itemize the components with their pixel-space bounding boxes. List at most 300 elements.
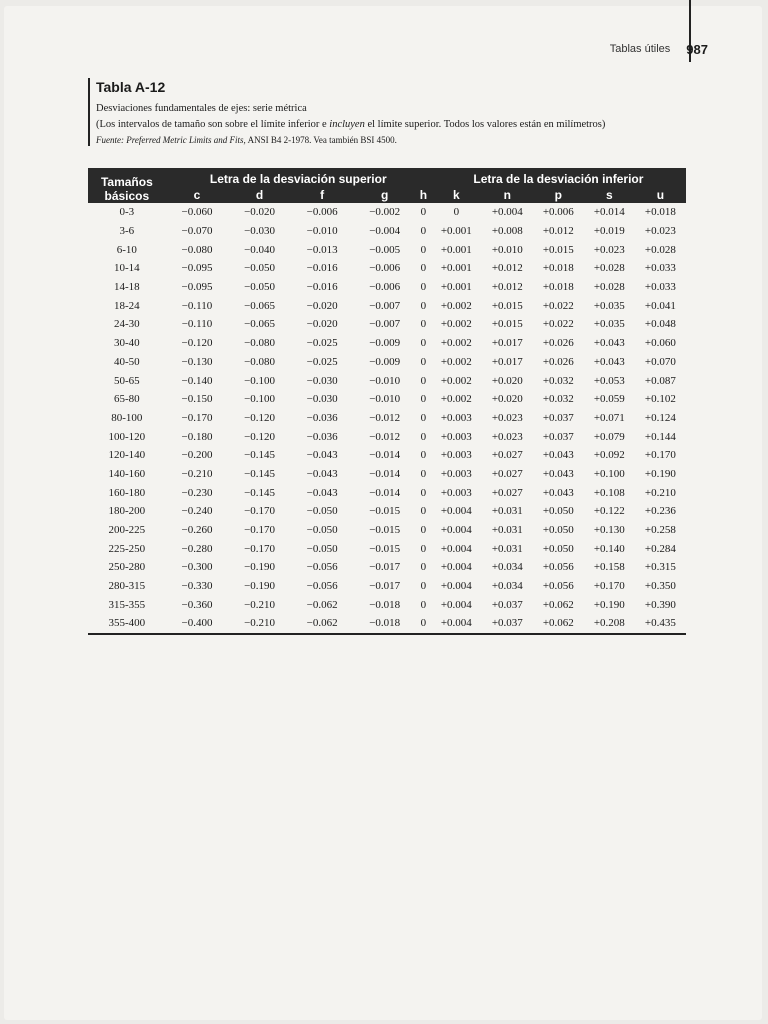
caption-note-part: el límite superior. Todos los valores están en milímetros)	[364, 119, 606, 130]
deviation-cell: +0.010	[491, 243, 523, 256]
size-range-cell: 225-250	[108, 542, 146, 555]
deviation-cell: 0	[420, 580, 427, 593]
table-row	[88, 483, 686, 502]
deviation-cell: +0.004	[440, 542, 472, 555]
deviation-cell: +0.056	[542, 580, 574, 593]
deviation-cell: −0.050	[244, 281, 276, 294]
deviation-cell: −0.170	[181, 411, 213, 424]
deviations-table	[88, 168, 686, 635]
deviation-cell: +0.008	[491, 225, 523, 238]
column-header: f	[291, 186, 354, 203]
deviation-cell: +0.004	[431, 614, 482, 634]
deviation-cell: −0.170	[244, 524, 276, 537]
deviation-cell: +0.034	[491, 561, 523, 574]
deviation-cell: +0.004	[440, 505, 472, 518]
size-range-cell: 0-3	[119, 206, 135, 219]
deviation-cell: +0.001	[440, 281, 472, 294]
deviation-cell: +0.056	[542, 561, 574, 574]
table-header-group-row	[88, 168, 686, 186]
deviation-cell: +0.026	[542, 355, 574, 368]
size-range-cell: 10-14	[114, 262, 140, 275]
deviation-cell: −0.120	[244, 411, 276, 424]
table-row	[88, 427, 686, 446]
deviation-cell: −0.017	[369, 561, 401, 574]
deviation-cell: +0.003	[440, 449, 472, 462]
deviation-cell: +0.060	[644, 337, 676, 350]
header-basic-sizes-line2: básicos	[104, 189, 150, 203]
deviation-cell: −0.060	[181, 206, 213, 219]
deviation-cell: −0.050	[306, 505, 338, 518]
deviation-cell: +0.001	[440, 225, 472, 238]
deviation-cell: +0.028	[593, 262, 625, 275]
deviation-cell: +0.050	[542, 542, 574, 555]
size-range-cell: 100-120	[108, 430, 146, 443]
deviation-cell: +0.048	[644, 318, 676, 331]
size-range-cell: 6-10	[116, 243, 137, 256]
deviation-cell: +0.012	[491, 281, 523, 294]
deviation-cell: +0.079	[593, 430, 625, 443]
table-row	[88, 558, 686, 577]
deviation-cell: +0.019	[593, 225, 625, 238]
deviation-cell: +0.002	[440, 355, 472, 368]
deviation-cell: 0	[420, 430, 427, 443]
deviation-cell: +0.018	[542, 281, 574, 294]
deviation-cell: +0.033	[644, 281, 676, 294]
table-row	[88, 595, 686, 614]
deviation-cell: −0.100	[244, 393, 276, 406]
deviation-cell: +0.023	[644, 225, 676, 238]
deviation-cell: −0.110	[181, 318, 213, 331]
deviation-cell: −0.015	[369, 505, 401, 518]
size-range-cell: 140-160	[108, 467, 146, 480]
table-row	[88, 539, 686, 558]
size-range-cell: 315-355	[108, 598, 146, 611]
deviation-cell: −0.014	[369, 449, 401, 462]
deviation-cell: +0.108	[593, 486, 625, 499]
deviation-cell: −0.014	[369, 486, 401, 499]
deviation-cell: +0.023	[491, 430, 523, 443]
deviation-cell: −0.025	[306, 355, 338, 368]
deviation-cell: −0.145	[244, 486, 276, 499]
deviation-cell: 0	[420, 393, 427, 406]
column-header: p	[533, 186, 584, 203]
deviation-cell: +0.003	[440, 411, 472, 424]
table-caption: Desviaciones fundamentales de ejes: serie métrica	[96, 103, 307, 114]
deviation-cell: −0.014	[369, 467, 401, 480]
deviation-cell: −0.190	[244, 561, 276, 574]
size-range-cell: 80-100	[111, 411, 143, 424]
deviation-cell: +0.033	[644, 262, 676, 275]
deviation-cell: +0.018	[644, 206, 676, 219]
deviation-cell: +0.002	[440, 337, 472, 350]
deviation-cell: +0.210	[644, 486, 676, 499]
column-header: k	[431, 186, 482, 203]
deviation-cell: +0.034	[491, 580, 523, 593]
deviation-cell: −0.010	[369, 374, 401, 387]
deviation-cell: 0	[420, 449, 427, 462]
deviation-cell: −0.080	[244, 337, 276, 350]
table-row	[88, 502, 686, 521]
deviation-cell: −0.180	[181, 430, 213, 443]
table-row	[88, 614, 686, 634]
deviation-cell: −0.095	[181, 281, 213, 294]
deviation-cell: +0.001	[440, 243, 472, 256]
deviation-cell: +0.037	[491, 598, 523, 611]
deviation-cell: −0.210	[244, 598, 276, 611]
column-header: c	[166, 186, 229, 203]
deviation-cell: −0.010	[306, 225, 338, 238]
deviation-cell: +0.043	[593, 337, 625, 350]
deviation-cell: −0.145	[244, 449, 276, 462]
deviation-cell: +0.190	[644, 467, 676, 480]
column-header: d	[228, 186, 291, 203]
column-header: g	[353, 186, 416, 203]
size-range-cell: 24-30	[114, 318, 140, 331]
deviation-cell: +0.004	[491, 206, 523, 219]
deviation-cell: +0.043	[542, 449, 574, 462]
deviation-cell: 0	[420, 467, 427, 480]
deviation-cell: +0.100	[593, 467, 625, 480]
deviation-cell: −0.360	[181, 598, 213, 611]
deviation-cell: −0.120	[244, 430, 276, 443]
deviation-cell: 0	[420, 281, 427, 294]
deviation-cell: −0.015	[369, 542, 401, 555]
deviation-cell: +0.258	[644, 524, 676, 537]
table-row	[88, 446, 686, 465]
size-range-cell: 120-140	[108, 449, 146, 462]
deviation-cell: +0.070	[644, 355, 676, 368]
deviation-cell: 0	[420, 411, 427, 424]
deviation-cell: +0.037	[542, 430, 574, 443]
size-range-cell: 14-18	[114, 281, 140, 294]
table-caption-note	[96, 118, 605, 131]
table-row	[88, 222, 686, 241]
table-row	[88, 577, 686, 596]
deviation-cell: +0.012	[491, 262, 523, 275]
deviation-cell: +0.144	[644, 430, 676, 443]
column-header: u	[635, 186, 686, 203]
table-title: Tabla A-12	[96, 79, 166, 95]
table-source	[96, 134, 397, 147]
column-header: n	[482, 186, 533, 203]
deviation-cell: +0.062	[533, 614, 584, 634]
size-range-cell: 280-315	[108, 580, 146, 593]
deviation-cell: −0.030	[306, 393, 338, 406]
deviation-cell: −0.018	[369, 598, 401, 611]
table-row	[88, 465, 686, 484]
deviation-cell: −0.260	[181, 524, 213, 537]
deviation-cell: −0.004	[369, 225, 401, 238]
deviation-cell: +0.004	[440, 598, 472, 611]
deviation-cell: +0.315	[644, 561, 676, 574]
deviation-cell: −0.036	[306, 430, 338, 443]
deviation-cell: −0.056	[306, 580, 338, 593]
deviation-cell: −0.020	[306, 299, 338, 312]
deviation-cell: 0	[420, 355, 427, 368]
header-basic-sizes	[88, 168, 166, 203]
deviation-cell: +0.043	[593, 355, 625, 368]
deviation-cell: −0.230	[181, 486, 213, 499]
table-row	[88, 409, 686, 428]
deviation-cell: −0.016	[306, 281, 338, 294]
deviation-cell: +0.062	[542, 598, 574, 611]
column-header: s	[584, 186, 635, 203]
deviation-cell: +0.350	[644, 580, 676, 593]
deviation-cell: +0.002	[440, 318, 472, 331]
deviation-cell: +0.015	[491, 318, 523, 331]
deviation-cell: +0.017	[491, 337, 523, 350]
deviation-cell: +0.050	[542, 505, 574, 518]
deviation-cell: +0.037	[542, 411, 574, 424]
deviation-cell: +0.001	[440, 262, 472, 275]
deviation-cell: −0.145	[244, 467, 276, 480]
deviation-cell: −0.009	[369, 337, 401, 350]
deviation-cell: +0.027	[491, 486, 523, 499]
deviation-cell: −0.330	[181, 580, 213, 593]
deviation-cell: +0.102	[644, 393, 676, 406]
deviation-cell: −0.056	[306, 561, 338, 574]
deviation-cell: −0.006	[369, 262, 401, 275]
table-row	[88, 334, 686, 353]
deviation-cell: −0.025	[306, 337, 338, 350]
page-number: 987	[686, 41, 708, 57]
deviation-cell: −0.240	[181, 505, 213, 518]
deviation-cell: 0	[420, 337, 427, 350]
header-basic-sizes-line1: Tamaños	[100, 175, 153, 189]
deviation-cell: +0.053	[593, 374, 625, 387]
deviation-cell: −0.130	[181, 355, 213, 368]
deviation-cell: −0.016	[306, 262, 338, 275]
deviation-cell: +0.435	[635, 614, 686, 634]
size-range-cell: 50-65	[114, 374, 140, 387]
deviation-cell: +0.031	[491, 505, 523, 518]
deviation-cell: +0.284	[644, 542, 676, 555]
deviation-cell: −0.150	[181, 393, 213, 406]
table-row	[88, 390, 686, 409]
deviation-cell: −0.400	[166, 614, 229, 634]
deviation-cell: −0.006	[306, 206, 338, 219]
deviation-cell: −0.065	[244, 318, 276, 331]
deviation-cell: −0.043	[306, 467, 338, 480]
deviation-cell: +0.003	[440, 430, 472, 443]
deviation-cell: −0.012	[369, 430, 401, 443]
deviation-cell: +0.190	[593, 598, 625, 611]
deviation-cell: +0.208	[584, 614, 635, 634]
source-title: Fuente: Preferred Metric Limits and Fits,	[96, 135, 246, 145]
deviation-cell: 0	[420, 225, 427, 238]
deviation-cell: +0.017	[491, 355, 523, 368]
title-rule	[88, 78, 90, 146]
deviation-cell: +0.031	[491, 524, 523, 537]
deviation-cell: −0.013	[306, 243, 338, 256]
table-row	[88, 315, 686, 334]
running-head	[610, 38, 708, 60]
deviation-cell: +0.390	[644, 598, 676, 611]
table-row	[88, 259, 686, 278]
deviation-cell: +0.032	[542, 374, 574, 387]
deviation-cell: −0.080	[181, 243, 213, 256]
deviation-cell: −0.006	[369, 281, 401, 294]
deviation-cell: −0.010	[369, 393, 401, 406]
deviation-cell: +0.035	[593, 318, 625, 331]
deviation-cell: +0.027	[491, 449, 523, 462]
deviation-cell: +0.023	[491, 411, 523, 424]
deviation-cell: −0.190	[244, 580, 276, 593]
deviation-cell: +0.087	[644, 374, 676, 387]
size-range-cell: 180-200	[108, 505, 146, 518]
deviation-cell: 0	[420, 561, 427, 574]
deviation-cell: −0.017	[369, 580, 401, 593]
deviation-cell: −0.018	[353, 614, 416, 634]
deviation-cell: +0.170	[644, 449, 676, 462]
deviation-cell: +0.026	[542, 337, 574, 350]
caption-note-part: (Los intervalos de tamaño son sobre el límite inferior e	[96, 119, 330, 130]
deviation-cell: +0.140	[593, 542, 625, 555]
deviation-cell: −0.050	[244, 262, 276, 275]
deviation-cell: −0.036	[306, 411, 338, 424]
deviation-cell: −0.043	[306, 449, 338, 462]
deviation-cell: 0	[420, 206, 427, 219]
deviation-cell: −0.043	[306, 486, 338, 499]
deviation-cell: 0	[420, 524, 427, 537]
deviation-cell: −0.210	[181, 467, 213, 480]
deviation-cell: +0.071	[593, 411, 625, 424]
header-upper-deviation: Letra de la desviación superior	[166, 168, 431, 186]
column-header: h	[416, 186, 431, 203]
deviation-cell: 0	[420, 505, 427, 518]
size-range-cell: 200-225	[108, 524, 146, 537]
running-head-label: Tablas útiles	[609, 43, 671, 55]
table-row	[88, 278, 686, 297]
deviation-cell: +0.002	[440, 374, 472, 387]
deviation-cell: +0.015	[491, 299, 523, 312]
size-range-cell: 30-40	[114, 337, 140, 350]
deviation-cell: +0.035	[593, 299, 625, 312]
deviation-cell: +0.015	[542, 243, 574, 256]
deviation-cell: −0.005	[369, 243, 401, 256]
size-range-cell: 18-24	[114, 299, 140, 312]
deviation-cell: 0	[420, 243, 427, 256]
deviation-cell: +0.022	[542, 299, 574, 312]
deviation-cell: +0.006	[542, 206, 574, 219]
deviation-cell: 0	[420, 374, 427, 387]
deviation-cell: +0.027	[491, 467, 523, 480]
deviation-cell: −0.210	[228, 614, 291, 634]
deviation-cell: −0.200	[181, 449, 213, 462]
deviation-cell: −0.050	[306, 542, 338, 555]
table-body	[88, 203, 686, 634]
deviation-cell: −0.062	[306, 598, 338, 611]
deviation-cell: −0.120	[181, 337, 213, 350]
deviation-cell: −0.050	[306, 524, 338, 537]
deviation-cell: +0.041	[644, 299, 676, 312]
deviation-cell: +0.043	[542, 486, 574, 499]
deviation-cell: −0.170	[244, 542, 276, 555]
deviation-cell: −0.070	[181, 225, 213, 238]
size-range-cell: 65-80	[114, 393, 140, 406]
deviation-cell: +0.037	[482, 614, 533, 634]
deviation-cell: +0.043	[542, 467, 574, 480]
size-range-cell: 3-6	[119, 225, 135, 238]
deviation-cell: −0.009	[369, 355, 401, 368]
size-range-cell: 250-280	[108, 561, 146, 574]
deviation-cell: +0.020	[491, 374, 523, 387]
deviation-cell: +0.122	[593, 505, 625, 518]
deviation-cell: +0.004	[440, 580, 472, 593]
deviation-cell: +0.158	[593, 561, 625, 574]
deviation-cell: +0.032	[542, 393, 574, 406]
deviation-cell: +0.004	[440, 561, 472, 574]
deviation-cell: −0.020	[306, 318, 338, 331]
deviation-cell: 0	[453, 206, 460, 219]
deviation-cell: −0.015	[369, 524, 401, 537]
deviation-cell: −0.062	[291, 614, 354, 634]
deviation-cell: 0	[420, 262, 427, 275]
deviation-cell: +0.004	[440, 524, 472, 537]
deviation-cell: −0.140	[181, 374, 213, 387]
deviation-cell: +0.018	[542, 262, 574, 275]
deviation-cell: −0.100	[244, 374, 276, 387]
deviation-cell: +0.012	[542, 225, 574, 238]
deviation-cell: +0.050	[542, 524, 574, 537]
size-range-cell: 355-400	[88, 614, 166, 634]
deviation-cell: −0.080	[244, 355, 276, 368]
header-lower-deviation: Letra de la desviación inferior	[431, 168, 686, 186]
deviation-cell: −0.007	[369, 299, 401, 312]
deviation-cell: +0.059	[593, 393, 625, 406]
deviation-cell: 0	[420, 318, 427, 331]
deviation-cell: +0.124	[644, 411, 676, 424]
deviation-cell: +0.031	[491, 542, 523, 555]
deviation-cell: −0.065	[244, 299, 276, 312]
size-range-cell: 40-50	[114, 355, 140, 368]
deviation-cell: +0.023	[593, 243, 625, 256]
deviation-cell: −0.030	[244, 225, 276, 238]
deviation-cell: +0.002	[440, 393, 472, 406]
deviation-cell: −0.300	[181, 561, 213, 574]
deviation-cell: −0.280	[181, 542, 213, 555]
table-row	[88, 353, 686, 372]
deviation-cell: −0.007	[369, 318, 401, 331]
deviation-cell: +0.003	[440, 467, 472, 480]
table-row	[88, 203, 686, 222]
deviation-cell: 0	[416, 614, 431, 634]
deviation-cell: +0.022	[542, 318, 574, 331]
deviation-cell: −0.040	[244, 243, 276, 256]
deviation-cell: 0	[420, 542, 427, 555]
deviation-cell: +0.236	[644, 505, 676, 518]
deviation-cell: −0.020	[244, 206, 276, 219]
deviation-cell: +0.130	[593, 524, 625, 537]
deviation-cell: +0.028	[644, 243, 676, 256]
deviation-cell: +0.020	[491, 393, 523, 406]
caption-note-emphasis: incluyen	[329, 119, 365, 130]
deviation-cell: 0	[420, 598, 427, 611]
table-row	[88, 296, 686, 315]
deviation-cell: 0	[420, 486, 427, 499]
deviation-cell: −0.012	[369, 411, 401, 424]
deviation-cell: −0.002	[369, 206, 401, 219]
deviation-cell: +0.003	[440, 486, 472, 499]
deviation-cell: +0.092	[593, 449, 625, 462]
deviation-cell: 0	[420, 299, 427, 312]
table-row	[88, 371, 686, 390]
deviation-cell: −0.170	[244, 505, 276, 518]
deviation-cell: +0.170	[593, 580, 625, 593]
deviation-cell: −0.030	[306, 374, 338, 387]
source-detail: ANSI B4 2-1978. Vea también BSI 4500.	[245, 135, 397, 145]
size-range-cell: 160-180	[108, 486, 146, 499]
